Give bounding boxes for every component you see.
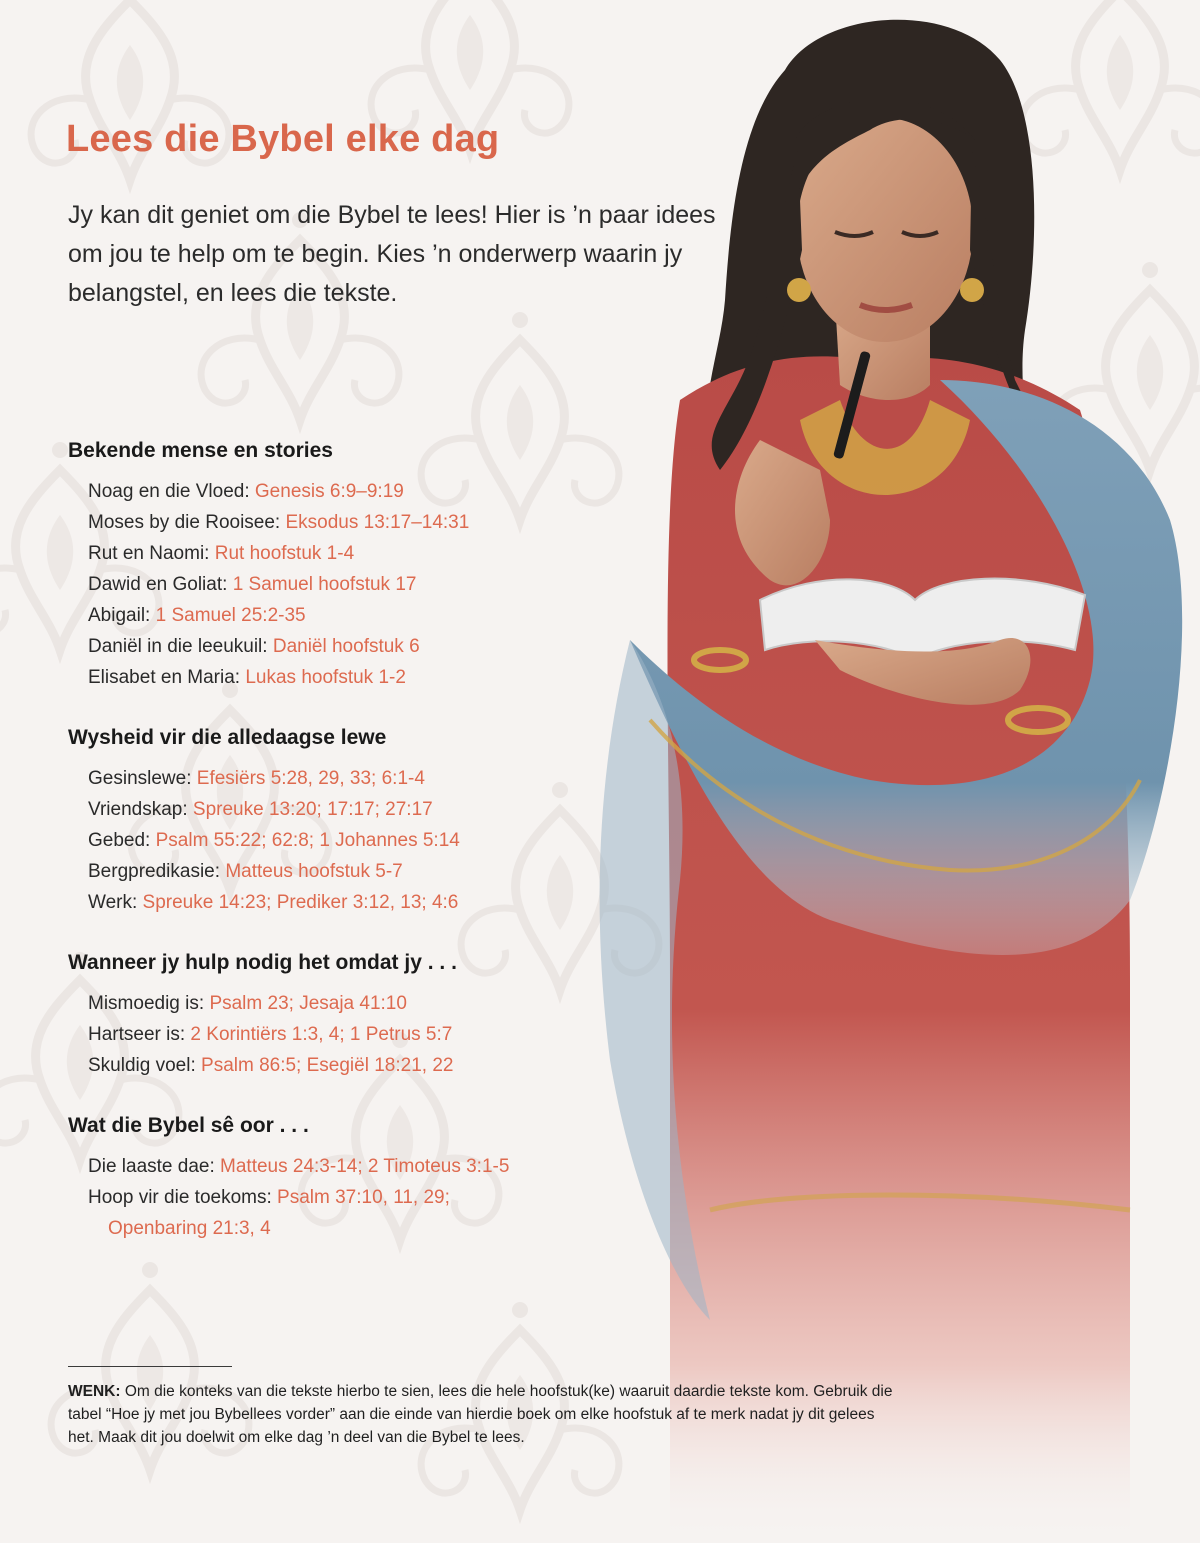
entry-label: Noag en die Vloed: xyxy=(88,481,250,502)
scripture-reference[interactable]: Psalm 55:22; 62:8; 1 Johannes 5:14 xyxy=(155,830,460,851)
entry-label: Gesinslewe: xyxy=(88,768,192,789)
footnote-tip xyxy=(68,1380,898,1449)
entry-list xyxy=(68,988,708,1081)
list-item xyxy=(88,662,708,693)
entry-list xyxy=(68,476,708,693)
scripture-reference[interactable]: Rut hoofstuk 1-4 xyxy=(214,543,355,564)
scripture-reference[interactable]: Daniël hoofstuk 6 xyxy=(272,636,420,657)
list-item xyxy=(88,1019,708,1050)
scripture-reference[interactable]: Matteus hoofstuk 5-7 xyxy=(225,861,403,882)
list-item xyxy=(88,1050,708,1081)
entry-label: Daniël in die leeukuil: xyxy=(88,636,268,657)
list-item xyxy=(88,763,708,794)
list-item xyxy=(88,476,708,507)
list-item xyxy=(88,856,708,887)
intro-paragraph: Jy kan dit geniet om die Bybel te lees! Hier is ’n paar idees om jou te help om te begin. Kies ’n onderwerp waarin jy belangstel, en lees die tekste. xyxy=(68,201,716,307)
page-title: Lees die Bybel elke dag xyxy=(66,118,500,160)
scripture-reference[interactable]: 1 Samuel 25:2-35 xyxy=(155,605,306,626)
scripture-reference[interactable]: Efesiërs 5:28, 29, 33; 6:1-4 xyxy=(196,768,425,789)
scripture-reference[interactable]: Matteus 24:3-14; 2 Timoteus 3:1-5 xyxy=(220,1156,510,1177)
scripture-reference[interactable]: 1 Samuel hoofstuk 17 xyxy=(232,574,417,595)
list-item xyxy=(88,1182,528,1244)
entry-label: Elisabet en Maria: xyxy=(88,667,241,688)
entry-label: Dawid en Goliat: xyxy=(88,574,228,595)
list-item xyxy=(88,1151,708,1182)
entry-label: Gebed: xyxy=(88,830,151,851)
section-heading: Wysheid vir die alledaagse lewe xyxy=(68,726,387,749)
section-what-bible-says xyxy=(68,1113,708,1244)
section-heading: Bekende mense en stories xyxy=(68,439,333,462)
footnote-label: WENK: xyxy=(68,1383,121,1400)
entry-label: Rut en Naomi: xyxy=(88,543,210,564)
list-item xyxy=(88,600,708,631)
scripture-reference[interactable]: Genesis 6:9–9:19 xyxy=(254,481,404,502)
scripture-reference[interactable]: Spreuke 14:23; Prediker 3:12, 13; 4:6 xyxy=(142,892,459,913)
footnote-text: Om die konteks van die tekste hierbo te sien, lees die hele hoofstuk(ke) waaruit daardie tekste kom. Gebruik die tabel “Hoe jy met jou Bybellees vorder” aan die einde van hierdie boek om elke hoofstuk af te merk nadat jy dit gelees het. Maak dit jou doelwit om elke dag ’n deel van die Bybel te lees. xyxy=(68,1383,893,1446)
section-heading: Wanneer jy hulp nodig het omdat jy . . . xyxy=(68,951,457,974)
section-when-you-need-help xyxy=(68,950,708,1081)
entry-label: Die laaste dae: xyxy=(88,1156,215,1177)
section-famous-people xyxy=(68,438,708,693)
list-item xyxy=(88,887,708,918)
list-item xyxy=(88,538,708,569)
list-item xyxy=(88,507,708,538)
section-heading: Wat die Bybel sê oor . . . xyxy=(68,1114,309,1137)
entry-label: Hartseer is: xyxy=(88,1024,186,1045)
entry-label: Skuldig voel: xyxy=(88,1055,196,1076)
section-everyday-wisdom xyxy=(68,725,708,918)
entry-label: Werk: xyxy=(88,892,138,913)
scripture-reference[interactable]: Spreuke 13:20; 17:17; 27:17 xyxy=(192,799,433,820)
entry-label: Abigail: xyxy=(88,605,151,626)
scripture-reference[interactable]: 2 Korintiërs 1:3, 4; 1 Petrus 5:7 xyxy=(190,1024,453,1045)
scripture-reference[interactable]: Lukas hoofstuk 1-2 xyxy=(245,667,406,688)
scripture-reference[interactable]: Psalm 86:5; Esegiël 18:21, 22 xyxy=(201,1055,454,1076)
list-item xyxy=(88,988,708,1019)
scripture-reference[interactable]: Psalm 23; Jesaja 41:10 xyxy=(209,993,407,1014)
entry-label: Moses by die Rooisee: xyxy=(88,512,281,533)
list-item xyxy=(88,794,708,825)
scripture-reference[interactable]: Eksodus 13:17–14:31 xyxy=(285,512,470,533)
footnote-divider xyxy=(68,1366,232,1367)
entry-label: Vriendskap: xyxy=(88,799,188,820)
entry-list xyxy=(68,763,708,918)
entry-label: Mismoedig is: xyxy=(88,993,205,1014)
entry-label: Hoop vir die toekoms: xyxy=(88,1187,272,1208)
list-item xyxy=(88,825,708,856)
list-item xyxy=(88,631,708,662)
entry-list xyxy=(68,1151,708,1244)
scripture-reference[interactable]: Psalm 37:10, 11, 29; Openbaring 21:3, 4 xyxy=(108,1187,450,1239)
entry-label: Bergpredikasie: xyxy=(88,861,221,882)
list-item xyxy=(88,569,708,600)
